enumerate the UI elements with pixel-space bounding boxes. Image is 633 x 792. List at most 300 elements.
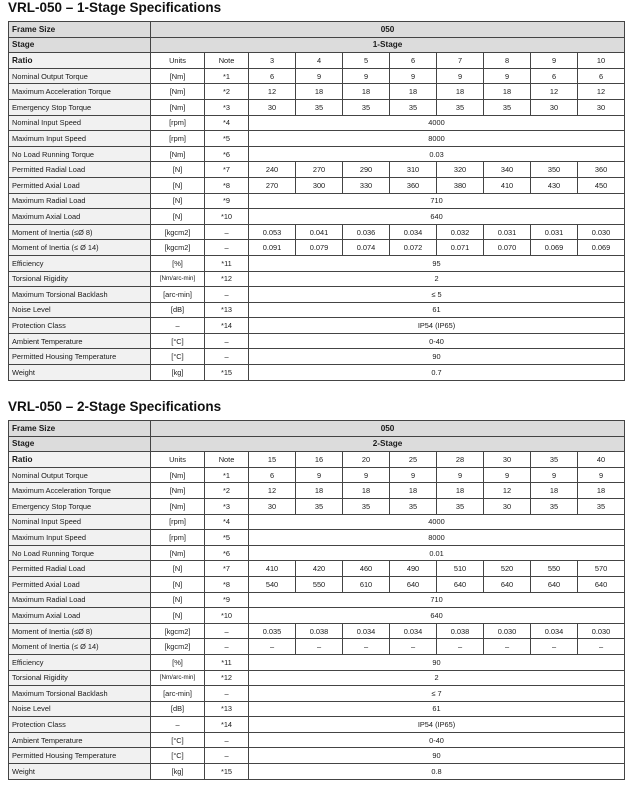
ratio-value: 8 [484, 53, 531, 69]
row-label: Efficiency [9, 654, 151, 670]
row-value: 0.035 [249, 623, 296, 639]
row-unit: [kgcm2] [151, 240, 205, 256]
row-value: 410 [249, 561, 296, 577]
stage-label: Stage [9, 37, 151, 53]
row-note: *4 [205, 115, 249, 131]
row-unit: [rpm] [151, 131, 205, 147]
row-label: Permitted Axial Load [9, 576, 151, 592]
table-row [9, 545, 625, 561]
row-value: 310 [390, 162, 437, 178]
row-value: – [249, 639, 296, 655]
frame-size-label: Frame Size [9, 22, 151, 38]
row-value: 0.091 [249, 240, 296, 256]
row-label: Ambient Temperature [9, 732, 151, 748]
row-unit: [kg] [151, 764, 205, 780]
row-value: 30 [249, 498, 296, 514]
row-note: – [205, 686, 249, 702]
row-value: 0.069 [578, 240, 625, 256]
row-label: Permitted Housing Temperature [9, 349, 151, 365]
table-row [9, 177, 625, 193]
ratio-label: Ratio [9, 53, 151, 69]
row-label: Maximum Acceleration Torque [9, 84, 151, 100]
row-label: Torsional Rigidity [9, 271, 151, 287]
row-unit: [%] [151, 255, 205, 271]
row-span-value: 4000 [249, 115, 625, 131]
section-title-2-stage: VRL-050 – 2-Stage Specifications [8, 399, 222, 414]
row-value: 0.030 [484, 623, 531, 639]
row-value: – [531, 639, 578, 655]
table-row [9, 764, 625, 780]
row-note: *11 [205, 255, 249, 271]
row-value: 640 [390, 576, 437, 592]
row-unit: [dB] [151, 701, 205, 717]
row-value: 0.071 [437, 240, 484, 256]
row-value: 9 [343, 467, 390, 483]
row-label: Maximum Axial Load [9, 608, 151, 624]
row-note: – [205, 287, 249, 303]
row-unit: [arc-min] [151, 287, 205, 303]
row-label: Permitted Axial Load [9, 177, 151, 193]
row-value: 0.072 [390, 240, 437, 256]
row-value: 6 [578, 68, 625, 84]
spec-table-2-stage [8, 420, 625, 780]
row-label: Maximum Axial Load [9, 209, 151, 225]
table-row [9, 84, 625, 100]
row-label: Protection Class [9, 318, 151, 334]
row-value: 18 [578, 483, 625, 499]
row-value: 640 [531, 576, 578, 592]
row-label: Maximum Input Speed [9, 530, 151, 546]
row-unit: [kg] [151, 365, 205, 381]
row-unit: [°C] [151, 333, 205, 349]
row-span-value: 90 [249, 349, 625, 365]
row-value: 30 [249, 99, 296, 115]
row-label: Permitted Radial Load [9, 162, 151, 178]
ratio-value: 10 [578, 53, 625, 69]
table-row [9, 732, 625, 748]
table-row [9, 748, 625, 764]
row-value: 18 [343, 84, 390, 100]
row-note: *8 [205, 576, 249, 592]
table-row [9, 592, 625, 608]
row-unit: [rpm] [151, 115, 205, 131]
ratio-value: 30 [484, 452, 531, 468]
row-note: *13 [205, 302, 249, 318]
row-span-value: 8000 [249, 530, 625, 546]
row-span-value: 710 [249, 193, 625, 209]
row-span-value: 0-40 [249, 333, 625, 349]
row-note: – [205, 748, 249, 764]
row-label: No Load Running Torque [9, 545, 151, 561]
row-value: 450 [578, 177, 625, 193]
row-value: 9 [437, 467, 484, 483]
ratio-value: 35 [531, 452, 578, 468]
stage-label: Stage [9, 436, 151, 452]
row-value: 9 [343, 68, 390, 84]
table-row [9, 131, 625, 147]
row-value: – [578, 639, 625, 655]
row-label: Emergency Stop Torque [9, 498, 151, 514]
table-row [9, 99, 625, 115]
ratio-value: 9 [531, 53, 578, 69]
row-span-value: ≤ 7 [249, 686, 625, 702]
row-unit: [Nm/arc-min] [151, 271, 205, 287]
row-value: 0.053 [249, 224, 296, 240]
row-label: Torsional Rigidity [9, 670, 151, 686]
row-note: *15 [205, 764, 249, 780]
row-note: *13 [205, 701, 249, 717]
ratio-value: 16 [296, 452, 343, 468]
row-note: *15 [205, 365, 249, 381]
row-value: 9 [578, 467, 625, 483]
row-label: Permitted Housing Temperature [9, 748, 151, 764]
row-value: 9 [484, 467, 531, 483]
row-value: 6 [531, 68, 578, 84]
row-note: – [205, 240, 249, 256]
row-value: 300 [296, 177, 343, 193]
row-label: Noise Level [9, 701, 151, 717]
row-value: 9 [390, 68, 437, 84]
row-label: Protection Class [9, 717, 151, 733]
row-note: *3 [205, 498, 249, 514]
row-label: Moment of Inertia (≤ Ø 14) [9, 639, 151, 655]
row-unit: [rpm] [151, 514, 205, 530]
table-row [9, 701, 625, 717]
row-value: 550 [296, 576, 343, 592]
row-note: *2 [205, 84, 249, 100]
row-span-value: IP54 (IP65) [249, 318, 625, 334]
ratio-value: 5 [343, 53, 390, 69]
row-label: Permitted Radial Load [9, 561, 151, 577]
row-value: 0.032 [437, 224, 484, 240]
row-span-value: 95 [249, 255, 625, 271]
row-value: 240 [249, 162, 296, 178]
row-value: – [484, 639, 531, 655]
row-value: 18 [343, 483, 390, 499]
row-value: 9 [531, 467, 578, 483]
row-note: *1 [205, 68, 249, 84]
table-row [9, 654, 625, 670]
ratio-value: 40 [578, 452, 625, 468]
row-unit: [Nm/arc-min] [151, 670, 205, 686]
row-unit: [Nm] [151, 545, 205, 561]
row-value: 640 [578, 576, 625, 592]
row-value: 290 [343, 162, 390, 178]
row-note: *8 [205, 177, 249, 193]
table-row [9, 514, 625, 530]
row-unit: [N] [151, 608, 205, 624]
row-unit: [°C] [151, 748, 205, 764]
row-span-value: 90 [249, 654, 625, 670]
frame-size-value: 050 [151, 22, 625, 38]
row-note: *5 [205, 131, 249, 147]
row-label: Maximum Acceleration Torque [9, 483, 151, 499]
row-value: 330 [343, 177, 390, 193]
row-note: – [205, 333, 249, 349]
row-unit: [N] [151, 209, 205, 225]
row-unit: [N] [151, 592, 205, 608]
row-span-value: 640 [249, 209, 625, 225]
stage-value: 2-Stage [151, 436, 625, 452]
row-value: 18 [296, 483, 343, 499]
row-unit: – [151, 717, 205, 733]
row-label: Ambient Temperature [9, 333, 151, 349]
row-label: Moment of Inertia (≤ Ø 14) [9, 240, 151, 256]
row-value: 35 [484, 99, 531, 115]
row-value: 18 [296, 84, 343, 100]
row-label: Nominal Input Speed [9, 115, 151, 131]
row-value: 520 [484, 561, 531, 577]
row-value: 610 [343, 576, 390, 592]
row-unit: [kgcm2] [151, 623, 205, 639]
row-span-value: 61 [249, 302, 625, 318]
row-value: 0.034 [390, 224, 437, 240]
table-row [9, 561, 625, 577]
row-unit: [arc-min] [151, 686, 205, 702]
table-row [9, 467, 625, 483]
row-value: 35 [437, 498, 484, 514]
row-label: Moment of Inertia (≤Ø 8) [9, 623, 151, 639]
row-unit: – [151, 318, 205, 334]
row-value: 12 [578, 84, 625, 100]
row-span-value: IP54 (IP65) [249, 717, 625, 733]
row-note: *1 [205, 467, 249, 483]
row-value: – [390, 639, 437, 655]
table-row [9, 530, 625, 546]
ratio-row [9, 452, 625, 468]
table-row [9, 255, 625, 271]
row-unit: [kgcm2] [151, 639, 205, 655]
row-label: No Load Running Torque [9, 146, 151, 162]
row-unit: [Nm] [151, 498, 205, 514]
row-value: 18 [531, 483, 578, 499]
row-value: 30 [531, 99, 578, 115]
row-value: 12 [249, 483, 296, 499]
row-value: 35 [296, 498, 343, 514]
row-value: 350 [531, 162, 578, 178]
note-header: Note [205, 53, 249, 69]
row-value: – [343, 639, 390, 655]
row-value: 0.034 [390, 623, 437, 639]
header-row-frame-size [9, 22, 625, 38]
row-value: 640 [484, 576, 531, 592]
row-unit: [Nm] [151, 483, 205, 499]
row-value: 0.030 [578, 623, 625, 639]
row-span-value: 0.01 [249, 545, 625, 561]
header-row-stage [9, 436, 625, 452]
row-value: 30 [484, 498, 531, 514]
row-value: 0.030 [578, 224, 625, 240]
row-unit: [Nm] [151, 84, 205, 100]
spec-table-1-stage [8, 21, 625, 381]
row-value: 35 [390, 498, 437, 514]
table-row [9, 271, 625, 287]
table-row [9, 115, 625, 131]
row-value: 35 [390, 99, 437, 115]
row-unit: [Nm] [151, 146, 205, 162]
row-unit: [%] [151, 654, 205, 670]
row-unit: [Nm] [151, 68, 205, 84]
units-header: Units [151, 452, 205, 468]
row-value: 460 [343, 561, 390, 577]
row-value: 9 [296, 467, 343, 483]
table-row [9, 717, 625, 733]
table-row [9, 68, 625, 84]
row-value: 0.074 [343, 240, 390, 256]
row-value: 0.034 [343, 623, 390, 639]
section-title-1-stage: VRL-050 – 1-Stage Specifications [8, 0, 222, 15]
table-row [9, 318, 625, 334]
row-value: 490 [390, 561, 437, 577]
row-value: 35 [343, 99, 390, 115]
row-unit: [N] [151, 576, 205, 592]
row-unit: [N] [151, 561, 205, 577]
row-value: – [437, 639, 484, 655]
row-label: Weight [9, 365, 151, 381]
table-row [9, 365, 625, 381]
table-row [9, 623, 625, 639]
row-label: Nominal Output Torque [9, 68, 151, 84]
row-unit: [°C] [151, 732, 205, 748]
row-span-value: 0.03 [249, 146, 625, 162]
row-value: 0.034 [531, 623, 578, 639]
row-value: 35 [437, 99, 484, 115]
row-note: *4 [205, 514, 249, 530]
row-unit: [dB] [151, 302, 205, 318]
table-row [9, 302, 625, 318]
row-value: 360 [390, 177, 437, 193]
row-span-value: 90 [249, 748, 625, 764]
row-label: Efficiency [9, 255, 151, 271]
row-value: 0.041 [296, 224, 343, 240]
row-value: 12 [484, 483, 531, 499]
row-unit: [Nm] [151, 99, 205, 115]
row-value: 9 [390, 467, 437, 483]
row-note: – [205, 732, 249, 748]
row-value: 18 [390, 84, 437, 100]
ratio-row [9, 53, 625, 69]
row-span-value: 2 [249, 271, 625, 287]
row-value: 9 [484, 68, 531, 84]
note-header: Note [205, 452, 249, 468]
row-value: 18 [437, 84, 484, 100]
row-value: 320 [437, 162, 484, 178]
row-label: Moment of Inertia (≤Ø 8) [9, 224, 151, 240]
row-value: 35 [578, 498, 625, 514]
row-value: 6 [249, 467, 296, 483]
row-note: *6 [205, 545, 249, 561]
row-value: – [296, 639, 343, 655]
row-note: – [205, 224, 249, 240]
table-row [9, 209, 625, 225]
row-span-value: 640 [249, 608, 625, 624]
stage-value: 1-Stage [151, 37, 625, 53]
row-span-value: 8000 [249, 131, 625, 147]
row-unit: [N] [151, 162, 205, 178]
ratio-value: 6 [390, 53, 437, 69]
row-value: 35 [531, 498, 578, 514]
frame-size-label: Frame Size [9, 421, 151, 437]
table-row [9, 333, 625, 349]
table-row [9, 349, 625, 365]
row-span-value: 61 [249, 701, 625, 717]
row-unit: [°C] [151, 349, 205, 365]
row-label: Maximum Radial Load [9, 592, 151, 608]
row-note: *14 [205, 318, 249, 334]
table-row [9, 240, 625, 256]
row-value: 18 [484, 84, 531, 100]
row-value: 0.070 [484, 240, 531, 256]
row-label: Nominal Output Torque [9, 467, 151, 483]
row-value: 35 [296, 99, 343, 115]
row-span-value: 710 [249, 592, 625, 608]
row-value: 270 [296, 162, 343, 178]
row-value: 30 [578, 99, 625, 115]
row-unit: [N] [151, 193, 205, 209]
table-row [9, 224, 625, 240]
ratio-label: Ratio [9, 452, 151, 468]
row-unit: [kgcm2] [151, 224, 205, 240]
row-value: 0.079 [296, 240, 343, 256]
row-unit: [rpm] [151, 530, 205, 546]
row-label: Maximum Torsional Backlash [9, 287, 151, 303]
row-value: 0.038 [296, 623, 343, 639]
row-value: 18 [437, 483, 484, 499]
header-row-stage [9, 37, 625, 53]
ratio-value: 4 [296, 53, 343, 69]
ratio-value: 3 [249, 53, 296, 69]
row-note: *11 [205, 654, 249, 670]
row-note: – [205, 349, 249, 365]
row-note: *12 [205, 670, 249, 686]
row-value: 570 [578, 561, 625, 577]
ratio-value: 7 [437, 53, 484, 69]
row-note: *14 [205, 717, 249, 733]
row-value: 0.036 [343, 224, 390, 240]
table-row [9, 193, 625, 209]
row-value: 270 [249, 177, 296, 193]
row-note: *7 [205, 162, 249, 178]
row-value: 35 [343, 498, 390, 514]
row-note: *2 [205, 483, 249, 499]
row-value: 9 [437, 68, 484, 84]
frame-size-value: 050 [151, 421, 625, 437]
row-unit: [N] [151, 177, 205, 193]
row-label: Nominal Input Speed [9, 514, 151, 530]
ratio-value: 25 [390, 452, 437, 468]
row-value: 12 [531, 84, 578, 100]
row-label: Emergency Stop Torque [9, 99, 151, 115]
row-note: *9 [205, 193, 249, 209]
row-span-value: 2 [249, 670, 625, 686]
row-unit: [Nm] [151, 467, 205, 483]
table-row [9, 686, 625, 702]
row-label: Maximum Torsional Backlash [9, 686, 151, 702]
table-row [9, 162, 625, 178]
ratio-value: 28 [437, 452, 484, 468]
row-note: *5 [205, 530, 249, 546]
row-span-value: 0.7 [249, 365, 625, 381]
row-note: *12 [205, 271, 249, 287]
row-value: 18 [390, 483, 437, 499]
row-value: 430 [531, 177, 578, 193]
row-note: – [205, 639, 249, 655]
row-span-value: 0-40 [249, 732, 625, 748]
row-value: 0.031 [484, 224, 531, 240]
row-span-value: 4000 [249, 514, 625, 530]
table-row [9, 576, 625, 592]
row-note: *10 [205, 608, 249, 624]
